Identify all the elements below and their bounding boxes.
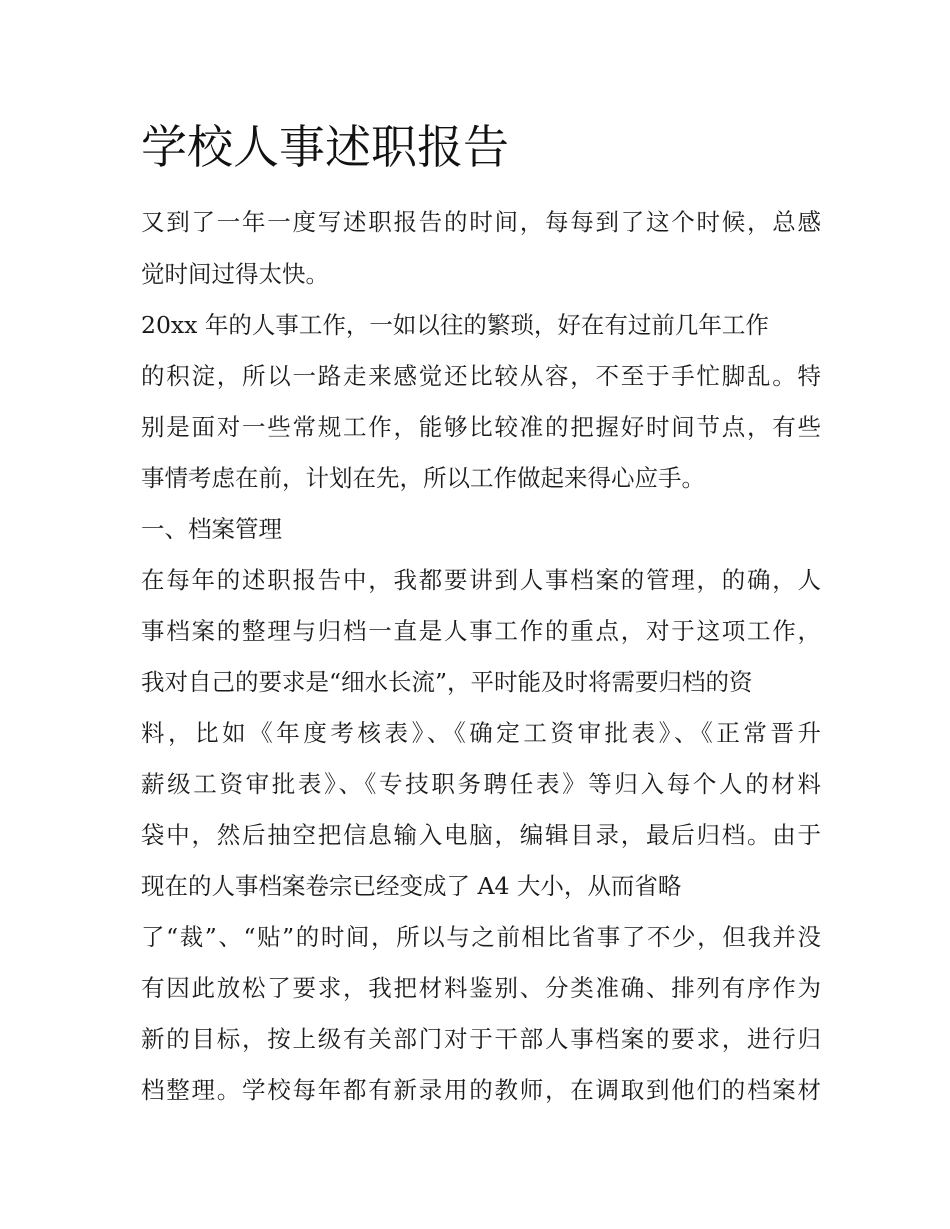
body-line: 新的目标，按上级有关部门对于干部人事档案的要求，进行归: [141, 1025, 821, 1053]
page-title: 学校人事述职报告: [141, 120, 509, 174]
body-line: 在每年的述职报告中，我都要讲到人事档案的管理，的确，人: [141, 566, 821, 594]
body-line: 薪级工资审批表》、《专技职务聘任表》等归入每个人的材料: [141, 770, 821, 798]
body-line: 有因此放松了要求，我把材料鉴别、分类准确、排列有序作为: [141, 974, 821, 1002]
body-line: 的积淀，所以一路走来感觉还比较从容，不至于手忙脚乱。特: [141, 362, 821, 390]
body-line: 又到了一年一度写述职报告的时间，每每到了这个时候，总感: [141, 208, 821, 236]
body-line: 事情考虑在前，计划在先，所以工作做起来得心应手。: [141, 464, 705, 492]
body-line: 了“裁”、“贴”的时间，所以与之前相比省事了不少，但我并没: [141, 923, 821, 951]
body-line: 袋中，然后抽空把信息输入电脑，编辑目录，最后归档。由于: [141, 821, 821, 849]
body-line: 档整理。学校每年都有新录用的教师，在调取到他们的档案材: [141, 1076, 821, 1104]
body-line: 20xx 年的人事工作，一如以往的繁琐，好在有过前几年工作: [141, 311, 769, 339]
body-line: 事档案的整理与归档一直是人事工作的重点，对于这项工作，: [141, 617, 821, 645]
body-line: 觉时间过得太快。: [141, 260, 329, 288]
body-line: 别是面对一些常规工作，能够比较准的把握好时间节点，有些: [141, 413, 821, 441]
body-line: 我对自己的要求是“细水长流”，平时能及时将需要归档的资: [141, 668, 753, 696]
section-heading: 一、档案管理: [141, 515, 282, 543]
body-line: 料，比如《年度考核表》、《确定工资审批表》、《正常晋升: [141, 719, 821, 747]
body-line: 现在的人事档案卷宗已经变成了 A4 大小，从而省略: [141, 872, 682, 900]
